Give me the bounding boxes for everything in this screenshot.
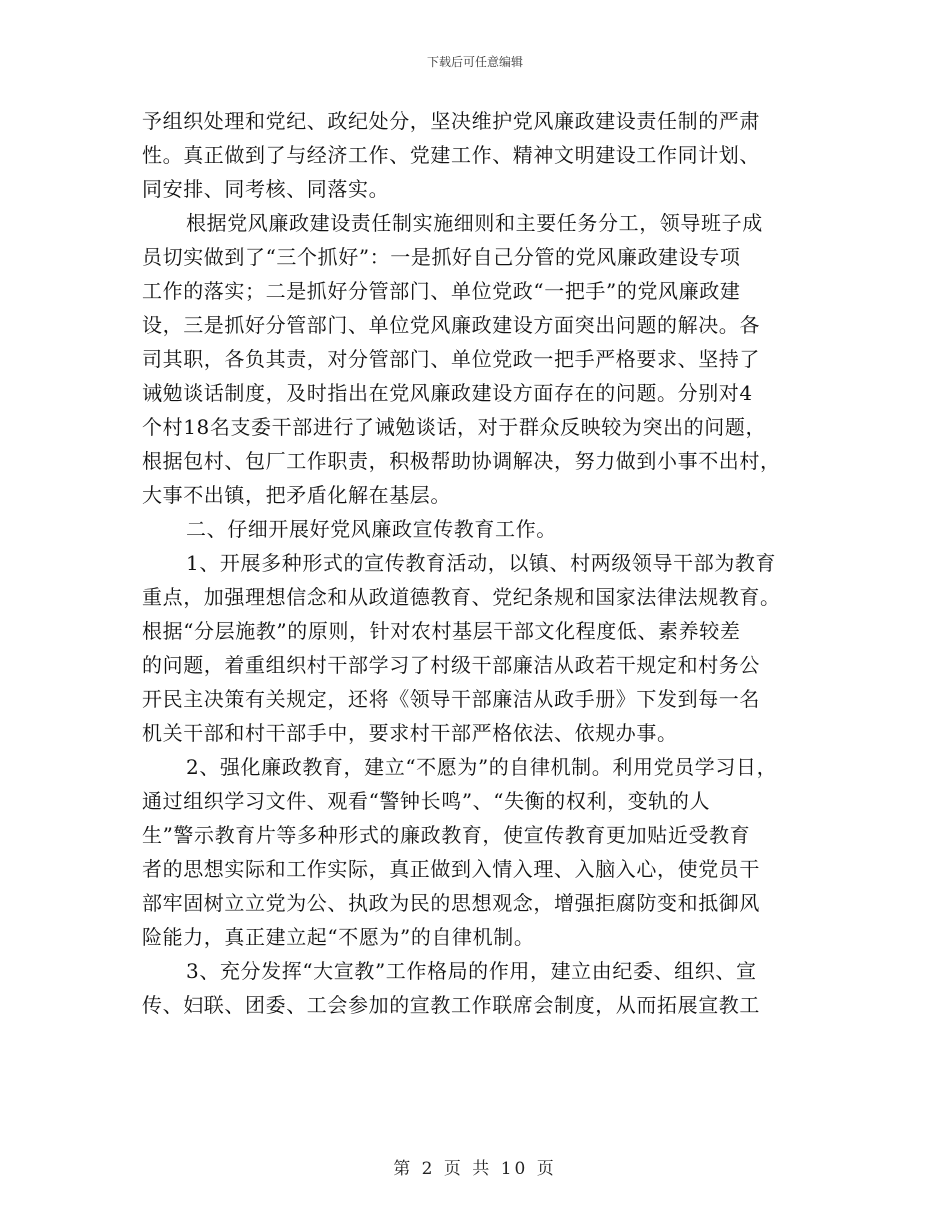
text-line: 者的思想实际和工作实际，真正做到入情入理、入脑入心，使党员干 xyxy=(142,857,760,881)
text-line: 根据“分层施教”的原则，针对农村基层干部文化程度低、素养较差 xyxy=(142,619,741,643)
text-line: 开民主决策有关规定，还将《领导干部廉洁从政手册》下发到每一名 xyxy=(142,687,760,711)
paragraph-start-line: 2、强化廉政教育，建立“不愿为”的自律机制。利用党员学习日， xyxy=(186,755,778,779)
text-line: 司其职，各负其责，对分管部门、单位党政一把手严格要求、坚持了 xyxy=(142,347,760,371)
text-line: 大事不出镇，把矛盾化解在基层。 xyxy=(142,483,451,507)
text-line: 个村18名支委干部进行了诫勉谈话，对于群众反映较为突出的问题， xyxy=(142,415,767,439)
text-line: 予组织处理和党纪、政纪处分，坚决维护党风廉政建设责任制的严肃 xyxy=(142,109,760,133)
document-body xyxy=(142,104,822,1022)
text-line: 根据包村、包厂工作职责，积极帮助协调解决，努力做到小事不出村， xyxy=(142,449,781,473)
text-line: 重点，加强理想信念和从政道德教育、党纪条规和国家法律法规教育。 xyxy=(142,585,781,609)
page-header-note: 下载后可任意编辑 xyxy=(426,55,523,69)
text-line: 性。真正做到了与经济工作、党建工作、精神文明建设工作同计划、 xyxy=(142,143,760,167)
text-line: 员切实做到了“三个抓好”：一是抓好自己分管的党风廉政建设专项 xyxy=(142,245,741,269)
text-line: 机关干部和村干部手中，要求村干部严格依法、依规办事。 xyxy=(142,721,678,745)
text-line: 通过组织学习文件、观看“警钟长鸣”、“失衡的权利，变轨的人 xyxy=(142,789,711,813)
text-line: 传、妇联、团委、工会参加的宣教工作联席会制度，从而拓展宣教工 xyxy=(142,993,760,1017)
paragraph-start-line: 3、充分发挥“大宣教”工作格局的作用，建立由纪委、组织、宣 xyxy=(186,959,757,983)
text-line: 部牢固树立立党为公、执政为民的思想观念，增强拒腐防变和抵御风 xyxy=(142,891,760,915)
text-line: 的问题，着重组织村干部学习了村级干部廉洁从政若干规定和村务公 xyxy=(142,653,760,677)
section-heading: 二、仔细开展好党风廉政宣传教育工作。 xyxy=(186,517,557,541)
text-line: 工作的落实；二是抓好分管部门、单位党政“一把手”的党风廉政建 xyxy=(142,279,741,303)
paragraph-start-line: 根据党风廉政建设责任制实施细则和主要任务分工，领导班子成 xyxy=(186,211,763,235)
text-line: 生”警示教育片等多种形式的廉政教育，使宣传教育更加贴近受教育 xyxy=(142,823,751,847)
page-number-footer: 第 2 页 共 10 页 xyxy=(393,1159,557,1179)
text-line: 设，三是抓好分管部门、单位党风廉政建设方面突出问题的解决。各 xyxy=(142,313,760,337)
text-line: 险能力，真正建立起“不愿为”的自律机制。 xyxy=(142,925,535,949)
paragraph-start-line: 1、开展多种形式的宣传教育活动，以镇、村两级领导干部为教育 xyxy=(186,551,777,575)
text-line: 诫勉谈话制度，及时指出在党风廉政建设方面存在的问题。分别对4 xyxy=(142,381,753,405)
text-line: 同安排、同考核、同落实。 xyxy=(142,177,390,201)
